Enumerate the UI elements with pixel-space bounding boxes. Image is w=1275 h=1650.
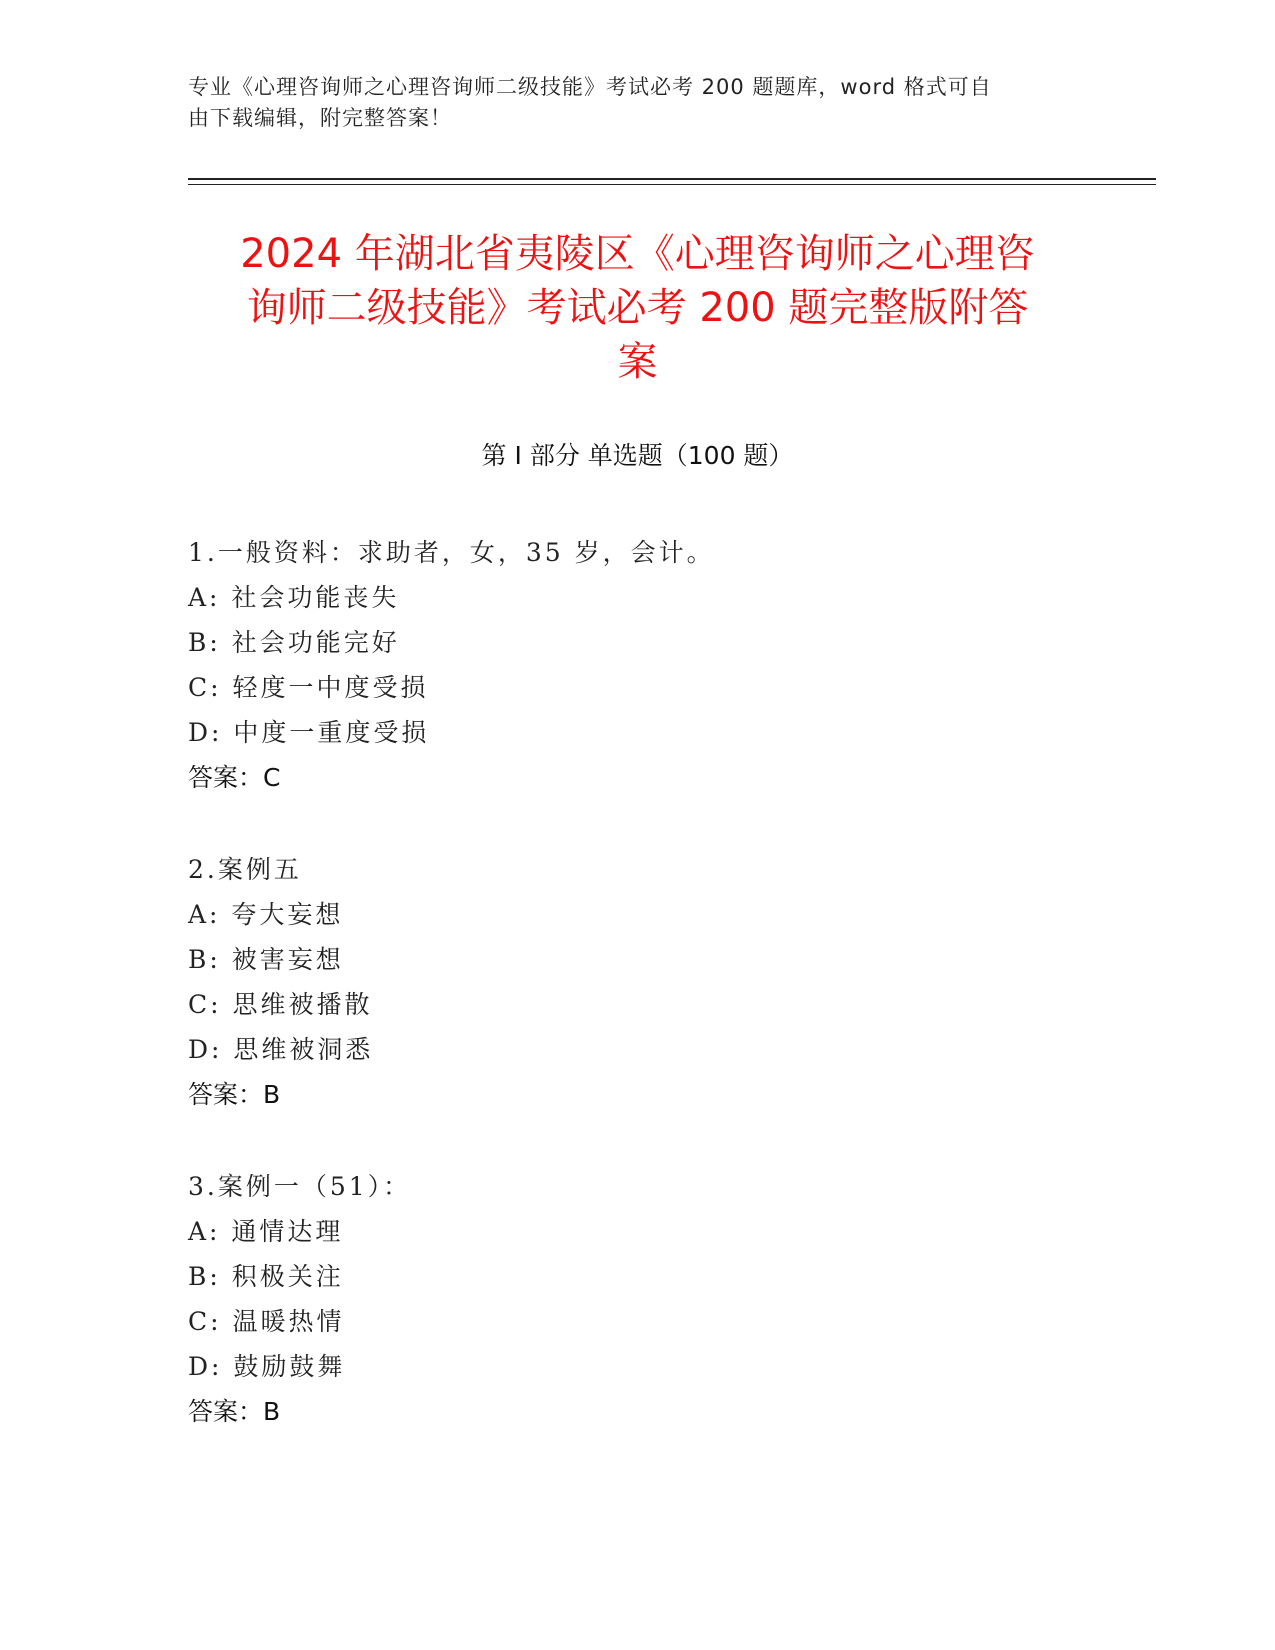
header-note [188, 72, 1068, 134]
option-d: D: 中度一重度受损 [188, 718, 430, 747]
option-a: A: 社会功能丧失 [188, 583, 400, 612]
question-answer: 答案：B [188, 1080, 281, 1109]
question-list [188, 530, 1088, 1481]
question-item [188, 1164, 1088, 1435]
option-a: A: 夸大妄想 [188, 900, 344, 929]
section-heading: 第 I 部分 单选题（100 题） [481, 441, 794, 470]
header-note-line-1: 专业《心理咨询师之心理咨询师二级技能》考试必考 200 题题库，word 格式可自 [188, 75, 992, 99]
question-item [188, 530, 1088, 801]
option-b: B: 社会功能完好 [188, 628, 400, 657]
option-b: B: 积极关注 [188, 1262, 344, 1291]
document-title [170, 227, 1105, 389]
title-line-2: 询师二级技能》考试必考 200 题完整版附答 [246, 285, 1029, 331]
header-note-line-2: 由下载编辑，附完整答案！ [188, 106, 452, 130]
question-item [188, 847, 1088, 1118]
title-line-1: 2024 年湖北省夷陵区《心理咨询师之心理咨 [240, 231, 1035, 277]
header-rule-thick [188, 178, 1156, 180]
question-stem: 2.案例五 [188, 855, 302, 884]
option-d: D: 鼓励鼓舞 [188, 1352, 346, 1381]
question-stem: 1.一般资料：求助者，女，35 岁，会计。 [188, 538, 715, 567]
option-c: C: 温暖热情 [188, 1307, 345, 1336]
question-answer: 答案：B [188, 1397, 281, 1426]
question-stem: 3.案例一（51）： [188, 1172, 412, 1201]
title-line-3: 案 [617, 339, 658, 385]
option-c: C: 轻度一中度受损 [188, 673, 429, 702]
option-b: B: 被害妄想 [188, 945, 344, 974]
option-c: C: 思维被播散 [188, 990, 373, 1019]
option-d: D: 思维被洞悉 [188, 1035, 374, 1064]
header-rule-thin [188, 184, 1156, 185]
option-a: A: 通情达理 [188, 1217, 344, 1246]
question-answer: 答案：C [188, 763, 281, 792]
